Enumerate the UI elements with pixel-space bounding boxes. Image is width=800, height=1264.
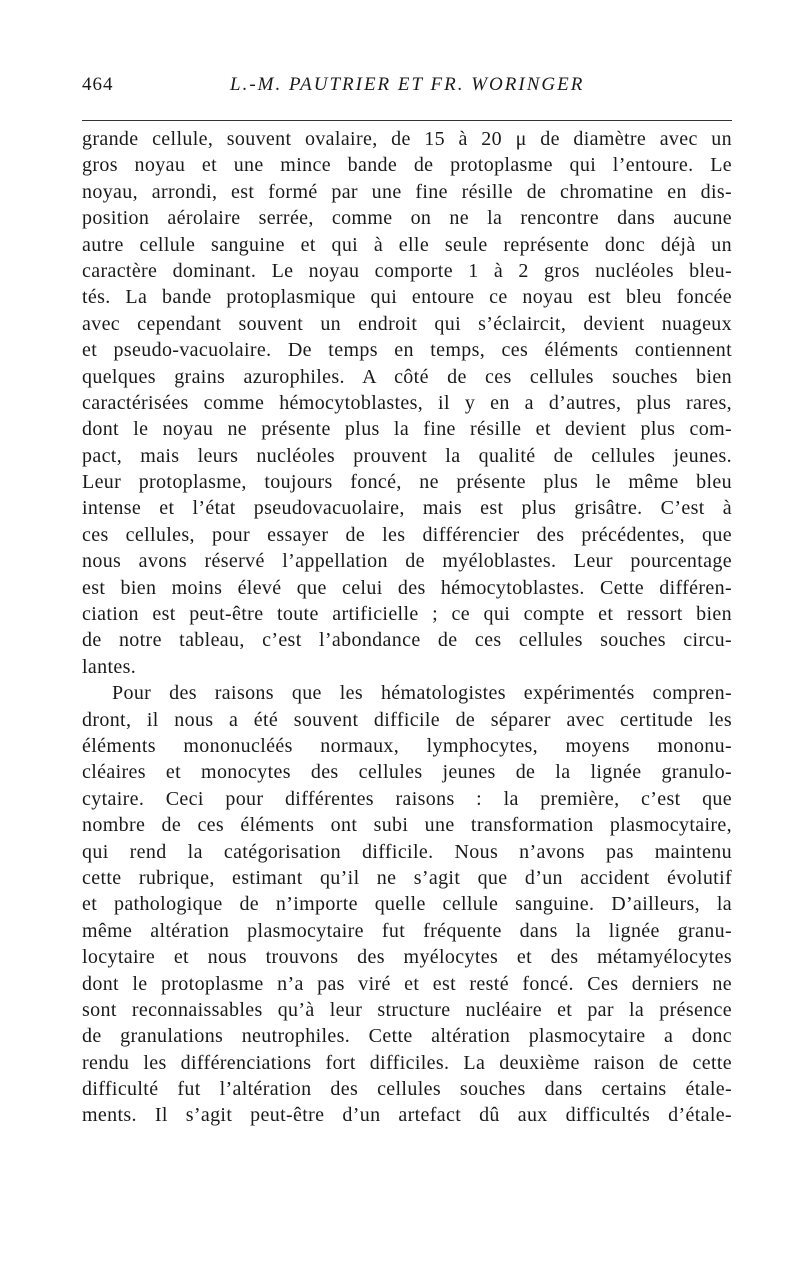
text-line: avec cependant souvent un endroit qui s’éclaircit, devient nuageux — [82, 312, 732, 335]
text-line: grande cellule, souvent ovalaire, de 15 à 20 μ de diamètre avec un — [82, 128, 732, 150]
text-line: position aérolaire serrée, comme on ne la rencontre dans aucune — [82, 207, 732, 230]
text-line: de granulations neutrophiles. Cette altération plasmocytaire a donc — [82, 1025, 732, 1048]
text-line: dont le noyau ne présente plus la fine résille et devient plus com- — [82, 418, 732, 441]
text-line: éléments mononucléés normaux, lymphocytes, moyens mononu- — [82, 734, 732, 757]
text-line: qui rend la catégorisation difficile. Nous n’avons pas maintenu — [82, 840, 732, 863]
text-line: est bien moins élevé que celui des hémocytoblastes. Cette différen- — [82, 576, 732, 599]
text-line: lantes. — [82, 655, 137, 678]
text-line: dont le protoplasme n’a pas viré et est resté foncé. Ces derniers ne — [82, 972, 732, 995]
page-number: 464 — [82, 74, 114, 95]
text-line: dront, il nous a été souvent difficile de séparer avec certitude les — [82, 708, 732, 731]
text-line: nous avons réservé l’appellation de myéloblastes. Leur pourcentage — [82, 550, 732, 573]
text-line: et pathologique de n’importe quelle cellule sanguine. D’ailleurs, la — [82, 893, 732, 916]
text-line: difficulté fut l’altération des cellules souches dans certains étale- — [82, 1078, 732, 1101]
text-line: et pseudo-vacuolaire. De temps en temps, ces éléments contiennent — [82, 339, 732, 362]
text-line: ciation est peut-être toute artificielle ; ce qui compte et ressort bien — [82, 603, 732, 626]
header-rule — [82, 120, 732, 121]
text-line: caractère dominant. Le noyau comporte 1 à 2 gros nucléoles bleu- — [82, 259, 732, 282]
text-line: sont reconnaissables qu’à leur structure nucléaire et par la présence — [82, 998, 732, 1021]
text-line: ments. Il s’agit peut-être d’un artefact dû aux difficultés d’étale- — [82, 1104, 732, 1127]
running-head: L.-M. PAUTRIER ET FR. WORINGER — [230, 74, 585, 95]
text-line: cytaire. Ceci pour différentes raisons : la première, c’est que — [82, 787, 732, 810]
text-line: intense et l’état pseudovacuolaire, mais est plus grisâtre. C’est à — [82, 497, 732, 520]
book-page — [82, 70, 732, 1127]
text-line: ces cellules, pour essayer de les différencier des précédentes, que — [82, 523, 732, 546]
body-text — [82, 126, 732, 1129]
text-line: locytaire et nous trouvons des myélocytes et des métamyélocytes — [82, 946, 732, 969]
text-line: pact, mais leurs nucléoles prouvent la qualité de cellules jeunes. — [82, 444, 732, 467]
text-line: noyau, arrondi, est formé par une fine résille de chromatine en dis- — [82, 180, 732, 203]
text-line: cléaires et monocytes des cellules jeunes de la lignée granulo- — [82, 761, 732, 784]
text-line: Leur protoplasme, toujours foncé, ne présente plus le même bleu — [82, 471, 732, 494]
text-line: gros noyau et une mince bande de protoplasme qui l’entoure. Le — [82, 154, 732, 177]
page-header — [82, 70, 732, 110]
text-line: nombre de ces éléments ont subi une transformation plasmocytaire, — [82, 814, 732, 837]
text-line: quelques grains azurophiles. A côté de ces cellules souches bien — [82, 365, 732, 388]
text-line: de notre tableau, c’est l’abondance de ces cellules souches circu- — [82, 629, 732, 652]
text-line: caractérisées comme hémocytoblastes, il y en a d’autres, plus rares, — [82, 391, 732, 414]
text-line: même altération plasmocytaire fut fréquente dans la lignée granu- — [82, 919, 732, 942]
text-line: Pour des raisons que les hématologistes expérimentés compren- — [112, 682, 732, 705]
text-line: rendu les différenciations fort difficiles. La deuxième raison de cette — [82, 1051, 732, 1074]
text-line: autre cellule sanguine et qui à elle seule représente donc déjà un — [82, 233, 732, 256]
text-line: tés. La bande protoplasmique qui entoure ce noyau est bleu foncée — [82, 286, 732, 309]
text-line: cette rubrique, estimant qu’il ne s’agit que d’un accident évolutif — [82, 866, 732, 889]
